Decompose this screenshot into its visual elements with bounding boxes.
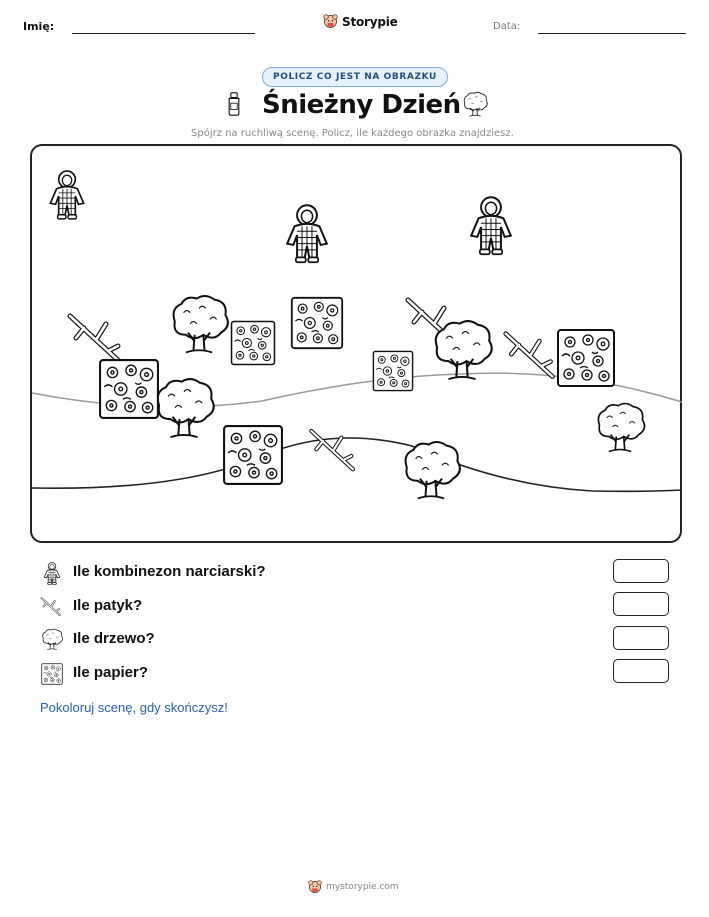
hill-line-front — [32, 438, 682, 491]
bottle-icon — [226, 92, 242, 116]
stick-icon — [70, 316, 120, 362]
snowsuit-icon — [287, 205, 327, 262]
tree-icon — [461, 91, 489, 119]
paper-icon — [41, 663, 63, 685]
name-label: Imię: — [23, 20, 55, 33]
paper-icon — [292, 298, 342, 348]
worksheet-tag: POLICZ CO JEST NA OBRAZKU — [262, 67, 448, 87]
tree-icon — [158, 379, 214, 437]
paper-icon — [373, 351, 412, 390]
question-text: Ile patyk? — [73, 597, 143, 614]
paper-icon — [232, 322, 275, 365]
mascot-icon — [323, 14, 338, 29]
stick-icon — [40, 596, 62, 618]
footer — [308, 880, 399, 894]
brand-name: Storypie — [342, 14, 398, 29]
date-field[interactable] — [538, 33, 686, 34]
date-label: Data: — [493, 21, 521, 32]
tree-icon — [174, 296, 228, 352]
page-subtitle: Spójrz na ruchliwą scenę. Policz, ile każdego obrazka znajdziesz. — [191, 128, 514, 139]
paper-icon — [100, 360, 158, 418]
counting-scene — [30, 144, 682, 543]
paper-icon — [558, 330, 614, 386]
page-title: Śnieżny Dzień — [262, 90, 461, 120]
answer-box-snowsuit[interactable] — [613, 559, 669, 583]
snowsuit-icon — [50, 171, 83, 219]
mascot-icon — [308, 880, 322, 894]
question-text: Ile papier? — [73, 664, 149, 681]
paper-icon — [224, 426, 282, 484]
snowsuit-icon — [40, 562, 64, 586]
footer-site: mystorypie.com — [326, 882, 399, 892]
scene-artwork — [32, 146, 680, 541]
question-text: Ile kombinezon narciarski? — [73, 563, 266, 580]
answer-box-stick[interactable] — [613, 592, 669, 616]
tree-icon — [598, 404, 644, 452]
stick-icon — [506, 334, 553, 377]
brand-logo — [323, 14, 398, 29]
tree-icon — [406, 442, 460, 498]
answer-box-tree[interactable] — [613, 626, 669, 650]
stick-icon — [311, 431, 353, 469]
name-field[interactable] — [72, 33, 255, 34]
question-text: Ile drzewo? — [73, 630, 155, 647]
answer-box-paper[interactable] — [613, 659, 669, 683]
coloring-instruction: Pokoloruj scenę, gdy skończysz! — [40, 700, 228, 715]
tree-icon — [40, 628, 64, 652]
snowsuit-icon — [471, 197, 511, 254]
tree-icon — [436, 321, 492, 379]
